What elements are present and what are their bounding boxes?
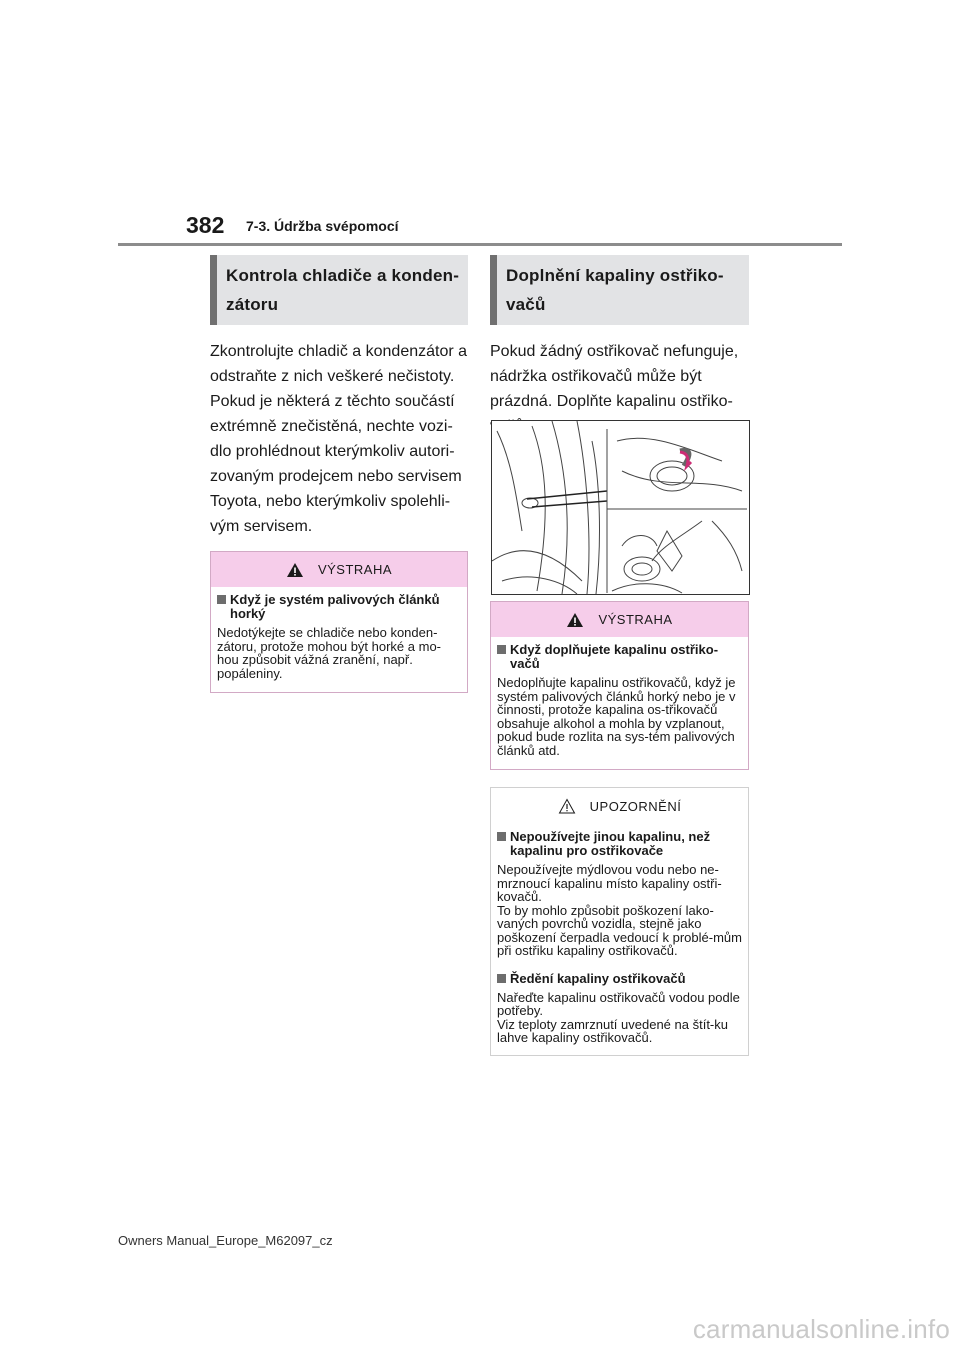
warning-box-washer	[490, 601, 749, 770]
watermark: carmanualsonline.info	[692, 1314, 950, 1344]
section-title-radiator: Kontrola chladiče a konden-zátoru	[210, 255, 468, 325]
caution-header	[491, 788, 748, 824]
washer-fluid-illustration	[491, 420, 750, 595]
left-column	[210, 255, 468, 693]
footer: Owners Manual_Europe_M62097_cz	[118, 1233, 333, 1248]
right-column	[490, 255, 749, 439]
warning-triangle-icon	[286, 562, 304, 578]
caution-item-title: Ředění kapaliny ostřikovačů	[497, 972, 742, 986]
warning-header	[491, 602, 748, 637]
warning-box-radiator	[210, 551, 468, 693]
warning-item-text: Nedotýkejte se chladiče nebo konden-zátoru, protože mohou být horké a mo-hou způsobit vážná zranění, např. popáleniny.	[217, 625, 442, 681]
warning-label: VÝSTRAHA	[598, 612, 673, 627]
radiator-paragraph: Zkontrolujte chladič a kondenzátor a odstraňte z nich veškeré nečistoty. Pokud je některá z těchto součástí extrémně znečistěná, nechte vozi-dlo prohlédnout kterýmkoliv autori-zovaným prodejcem nebo servisem Toyota, nebo kterýmkoliv spolehli-vým servisem.	[210, 343, 468, 535]
warning-label: VÝSTRAHA	[317, 562, 393, 577]
caution-item-text: Nařeďte kapalinu ostřikovačů vodou podle potřeby. Viz teploty zamrznutí uvedené na štít-ku lahve kapaliny ostřikovačů.	[497, 989, 740, 1045]
caution-item-text: Nepoužívejte mýdlovou vodu nebo ne-mrznoucí kapalinu místo kapaliny ostři-kovačů. To by mohlo způsobit poškození lako-vaných povrchů vozidla, stejně jako poškození čerpadla vedoucí k problé-mům při ostřiku kapaliny ostřikovačů.	[497, 862, 742, 958]
warning-item-title: Když je systém palivových článků horký	[217, 593, 461, 621]
section-title-washer: Doplnění kapaliny ostřiko-vačů	[490, 255, 749, 325]
header-rule	[118, 243, 842, 246]
chapter-title: 7-3. Údržba svépomocí	[246, 218, 399, 234]
caution-box	[490, 787, 749, 1056]
right-boxes	[490, 601, 749, 1056]
warning-triangle-icon	[566, 612, 584, 628]
washer-paragraph: Pokud žádný ostřikovač nefunguje, nádržka ostřikovačů může být prázdná. Doplňte kapalinu ostřiko-	[490, 343, 739, 410]
page-number: 382	[186, 212, 225, 238]
warning-item-title: Když doplňujete kapalinu ostřiko-vačů	[497, 643, 742, 671]
warning-item-text: Nedoplňujte kapalinu ostřikovačů, když je systém palivových článků horký nebo je v činnosti, protože kapalina os-třikovačů obsahuje alkohol a mohla by vzplanout, pokud bude rozlita na sys-tém palivových článků atd.	[497, 675, 736, 758]
washer-reservoir-drawing	[492, 421, 749, 594]
warning-header	[211, 552, 467, 587]
caution-label: UPOZORNĚNÍ	[589, 798, 682, 814]
caution-triangle-icon	[558, 798, 576, 814]
caution-item-title: Nepoužívejte jinou kapalinu, než kapalinu pro ostřikovače	[497, 830, 742, 858]
